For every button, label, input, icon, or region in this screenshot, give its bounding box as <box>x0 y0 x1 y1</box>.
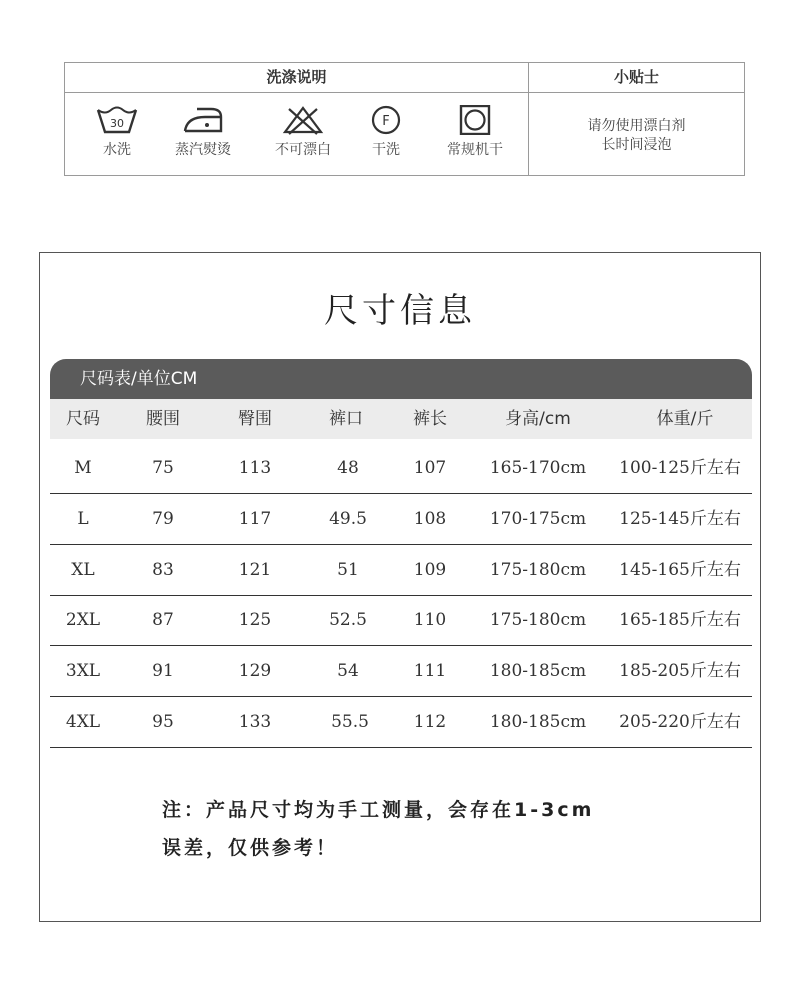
page-title: 尺寸信息 <box>324 291 476 331</box>
table-row <box>50 494 752 545</box>
cell-hem: 52.5 <box>329 610 367 630</box>
table-row <box>50 697 752 748</box>
cell-hem: 49.5 <box>329 509 367 529</box>
care-item-wash <box>75 105 159 159</box>
cell-weight: 185-205斤左右 <box>619 661 741 681</box>
care-item-tumble-dry <box>433 105 517 159</box>
wash-temp-label: 30 <box>110 117 124 130</box>
cell-length: 111 <box>413 661 447 681</box>
care-title: 洗涤说明 <box>266 68 327 86</box>
cell-height: 180-185cm <box>489 712 587 732</box>
tip-line: 长时间浸泡 <box>601 137 672 153</box>
care-label: 干洗 <box>372 142 400 158</box>
cell-hip: 125 <box>238 610 272 630</box>
care-label: 水洗 <box>103 142 131 158</box>
no-bleach-icon <box>281 105 325 135</box>
cell-weight: 165-185斤左右 <box>619 610 741 630</box>
cell-weight: 145-165斤左右 <box>619 560 741 580</box>
cell-size: L <box>77 509 89 529</box>
cell-waist: 91 <box>152 661 174 681</box>
cell-height: 165-170cm <box>489 458 587 478</box>
cell-weight: 205-220斤左右 <box>619 712 741 732</box>
care-instructions-box <box>64 62 745 176</box>
dry-clean-letter: F <box>382 114 390 129</box>
header-size: 尺码 <box>66 409 100 429</box>
note-line: 注：产品尺寸均为手工测量，会存在1-3cm <box>162 799 595 821</box>
cell-height: 175-180cm <box>489 610 587 630</box>
size-table-title: 尺码表/单位CM <box>80 369 198 389</box>
iron-icon <box>181 105 225 135</box>
cell-size: M <box>74 458 92 478</box>
tips-text <box>529 117 744 155</box>
cell-hip: 121 <box>238 560 272 580</box>
header-hip: 臀围 <box>238 409 272 429</box>
table-row <box>50 595 752 646</box>
cell-waist: 83 <box>152 560 174 580</box>
care-item-no-bleach <box>261 105 345 159</box>
cell-waist: 95 <box>152 712 174 732</box>
cell-length: 107 <box>413 458 447 478</box>
cell-height: 180-185cm <box>489 661 587 681</box>
cell-waist: 75 <box>152 458 174 478</box>
cell-height: 170-175cm <box>489 509 587 529</box>
measurement-note <box>162 791 594 867</box>
table-row <box>50 545 752 596</box>
care-label: 常规机干 <box>447 142 503 158</box>
care-label: 蒸汽熨烫 <box>175 142 231 158</box>
cell-length: 108 <box>413 509 447 529</box>
table-row <box>50 443 752 494</box>
cell-length: 109 <box>413 560 447 580</box>
size-table-header <box>50 399 752 439</box>
divider <box>65 92 744 93</box>
header-hem: 裤口 <box>329 409 363 429</box>
cell-hip: 133 <box>238 712 272 732</box>
cell-length: 110 <box>413 610 447 630</box>
wash-tub-icon <box>95 105 139 135</box>
tips-title: 小贴士 <box>613 68 659 86</box>
header-waist: 腰围 <box>146 409 180 429</box>
header-height: 身高/cm <box>505 409 571 429</box>
cell-waist: 87 <box>152 610 174 630</box>
tip-line: 请勿使用漂白剂 <box>587 118 686 134</box>
tumble-dry-icon <box>453 105 497 135</box>
cell-size: 2XL <box>65 610 101 630</box>
cell-length: 112 <box>413 712 447 732</box>
dry-clean-icon <box>364 105 408 135</box>
care-item-iron <box>161 105 245 159</box>
cell-hem: 48 <box>337 458 359 478</box>
cell-waist: 79 <box>152 509 174 529</box>
header-length: 裤长 <box>413 409 447 429</box>
cell-hem: 51 <box>337 560 359 580</box>
cell-hem: 54 <box>337 661 359 681</box>
table-row <box>50 646 752 697</box>
cell-hem: 55.5 <box>331 712 369 732</box>
care-item-dry-clean <box>344 105 428 159</box>
cell-hip: 129 <box>238 661 272 681</box>
cell-size: 3XL <box>65 661 101 681</box>
size-table-title-bar <box>50 359 752 399</box>
note-line: 误差，仅供参考！ <box>162 837 339 859</box>
cell-size: 4XL <box>65 712 101 732</box>
cell-hip: 113 <box>238 458 272 478</box>
cell-hip: 117 <box>238 509 272 529</box>
care-label: 不可漂白 <box>275 142 331 158</box>
cell-weight: 125-145斤左右 <box>619 509 741 529</box>
header-weight: 体重/斤 <box>656 409 714 429</box>
cell-weight: 100-125斤左右 <box>619 458 741 478</box>
size-info-panel <box>39 252 761 922</box>
cell-height: 175-180cm <box>489 560 587 580</box>
cell-size: XL <box>71 560 95 580</box>
